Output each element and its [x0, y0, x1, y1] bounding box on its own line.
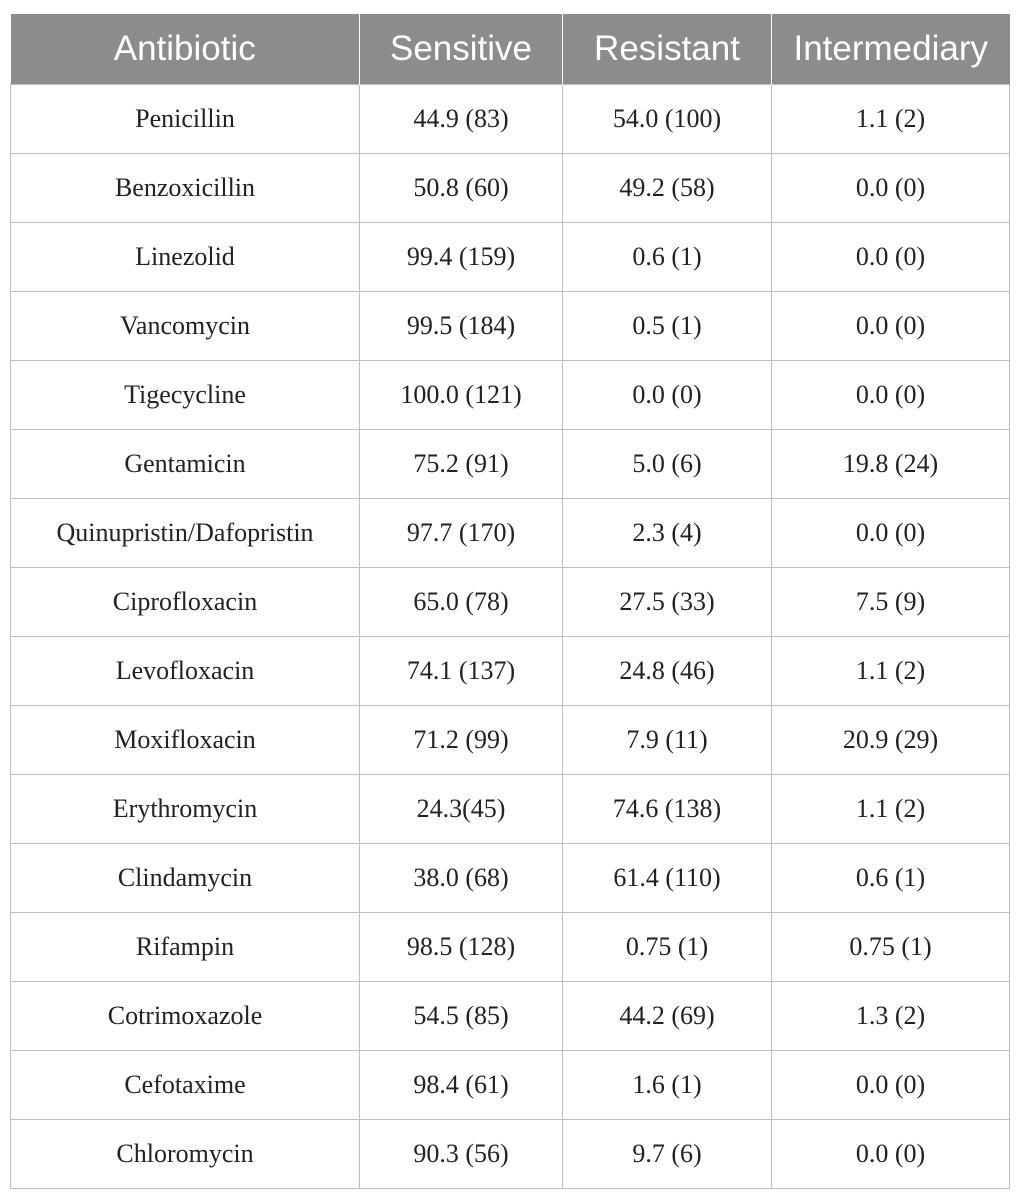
intermediary-cell: 0.0 (0)	[772, 499, 1010, 568]
antibiotic-cell: Penicillin	[11, 85, 360, 154]
table-row	[11, 361, 1010, 430]
table-row	[11, 85, 1010, 154]
antibiotic-cell: Tigecycline	[11, 361, 360, 430]
intermediary-cell: 0.0 (0)	[772, 223, 1010, 292]
antibiotic-cell: Ciprofloxacin	[11, 568, 360, 637]
intermediary-cell: 7.5 (9)	[772, 568, 1010, 637]
table-row	[11, 982, 1010, 1051]
intermediary-cell: 20.9 (29)	[772, 706, 1010, 775]
table-row	[11, 430, 1010, 499]
table-row	[11, 775, 1010, 844]
sensitive-cell: 71.2 (99)	[360, 706, 563, 775]
intermediary-cell: 19.8 (24)	[772, 430, 1010, 499]
sensitive-cell: 24.3(45)	[360, 775, 563, 844]
table-row	[11, 223, 1010, 292]
antibiotic-cell: Vancomycin	[11, 292, 360, 361]
antibiotic-susceptibility-table	[10, 14, 1010, 1189]
intermediary-cell: 1.3 (2)	[772, 982, 1010, 1051]
resistant-cell: 44.2 (69)	[563, 982, 772, 1051]
table-header	[11, 14, 1010, 85]
table-body	[11, 85, 1010, 1189]
sensitive-cell: 75.2 (91)	[360, 430, 563, 499]
sensitive-cell: 97.7 (170)	[360, 499, 563, 568]
resistant-cell: 2.3 (4)	[563, 499, 772, 568]
table-row	[11, 1120, 1010, 1189]
antibiotic-cell: Linezolid	[11, 223, 360, 292]
header-row	[11, 14, 1010, 85]
header-sensitive: Sensitive	[360, 14, 563, 85]
resistant-cell: 61.4 (110)	[563, 844, 772, 913]
table-row	[11, 637, 1010, 706]
sensitive-cell: 54.5 (85)	[360, 982, 563, 1051]
resistant-cell: 24.8 (46)	[563, 637, 772, 706]
antibiotic-cell: Clindamycin	[11, 844, 360, 913]
sensitive-cell: 38.0 (68)	[360, 844, 563, 913]
antibiotic-cell: Quinupristin/Dafopristin	[11, 499, 360, 568]
table-row	[11, 499, 1010, 568]
intermediary-cell: 0.0 (0)	[772, 1051, 1010, 1120]
sensitive-cell: 74.1 (137)	[360, 637, 563, 706]
resistant-cell: 49.2 (58)	[563, 154, 772, 223]
intermediary-cell: 0.0 (0)	[772, 1120, 1010, 1189]
antibiotic-cell: Erythromycin	[11, 775, 360, 844]
intermediary-cell: 0.0 (0)	[772, 292, 1010, 361]
table-row	[11, 154, 1010, 223]
header-resistant: Resistant	[563, 14, 772, 85]
intermediary-cell: 1.1 (2)	[772, 85, 1010, 154]
intermediary-cell: 0.75 (1)	[772, 913, 1010, 982]
antibiotic-cell: Moxifloxacin	[11, 706, 360, 775]
table-row	[11, 1051, 1010, 1120]
sensitive-cell: 100.0 (121)	[360, 361, 563, 430]
sensitive-cell: 99.5 (184)	[360, 292, 563, 361]
sensitive-cell: 44.9 (83)	[360, 85, 563, 154]
table-row	[11, 292, 1010, 361]
resistant-cell: 54.0 (100)	[563, 85, 772, 154]
sensitive-cell: 98.5 (128)	[360, 913, 563, 982]
table-row	[11, 913, 1010, 982]
intermediary-cell: 0.0 (0)	[772, 361, 1010, 430]
intermediary-cell: 0.6 (1)	[772, 844, 1010, 913]
sensitive-cell: 98.4 (61)	[360, 1051, 563, 1120]
resistant-cell: 27.5 (33)	[563, 568, 772, 637]
sensitive-cell: 50.8 (60)	[360, 154, 563, 223]
table-row	[11, 844, 1010, 913]
header-antibiotic: Antibiotic	[11, 14, 360, 85]
table-row	[11, 706, 1010, 775]
antibiotic-cell: Cefotaxime	[11, 1051, 360, 1120]
resistant-cell: 74.6 (138)	[563, 775, 772, 844]
intermediary-cell: 1.1 (2)	[772, 775, 1010, 844]
resistant-cell: 0.5 (1)	[563, 292, 772, 361]
antibiotic-cell: Cotrimoxazole	[11, 982, 360, 1051]
resistant-cell: 0.75 (1)	[563, 913, 772, 982]
antibiotic-susceptibility-table-container	[10, 14, 1009, 1189]
intermediary-cell: 1.1 (2)	[772, 637, 1010, 706]
resistant-cell: 9.7 (6)	[563, 1120, 772, 1189]
resistant-cell: 0.0 (0)	[563, 361, 772, 430]
intermediary-cell: 0.0 (0)	[772, 154, 1010, 223]
antibiotic-cell: Benzoxicillin	[11, 154, 360, 223]
antibiotic-cell: Chloromycin	[11, 1120, 360, 1189]
antibiotic-cell: Levofloxacin	[11, 637, 360, 706]
sensitive-cell: 65.0 (78)	[360, 568, 563, 637]
sensitive-cell: 90.3 (56)	[360, 1120, 563, 1189]
header-intermediary: Intermediary	[772, 14, 1010, 85]
resistant-cell: 7.9 (11)	[563, 706, 772, 775]
resistant-cell: 1.6 (1)	[563, 1051, 772, 1120]
sensitive-cell: 99.4 (159)	[360, 223, 563, 292]
antibiotic-cell: Gentamicin	[11, 430, 360, 499]
table-row	[11, 568, 1010, 637]
resistant-cell: 5.0 (6)	[563, 430, 772, 499]
resistant-cell: 0.6 (1)	[563, 223, 772, 292]
antibiotic-cell: Rifampin	[11, 913, 360, 982]
